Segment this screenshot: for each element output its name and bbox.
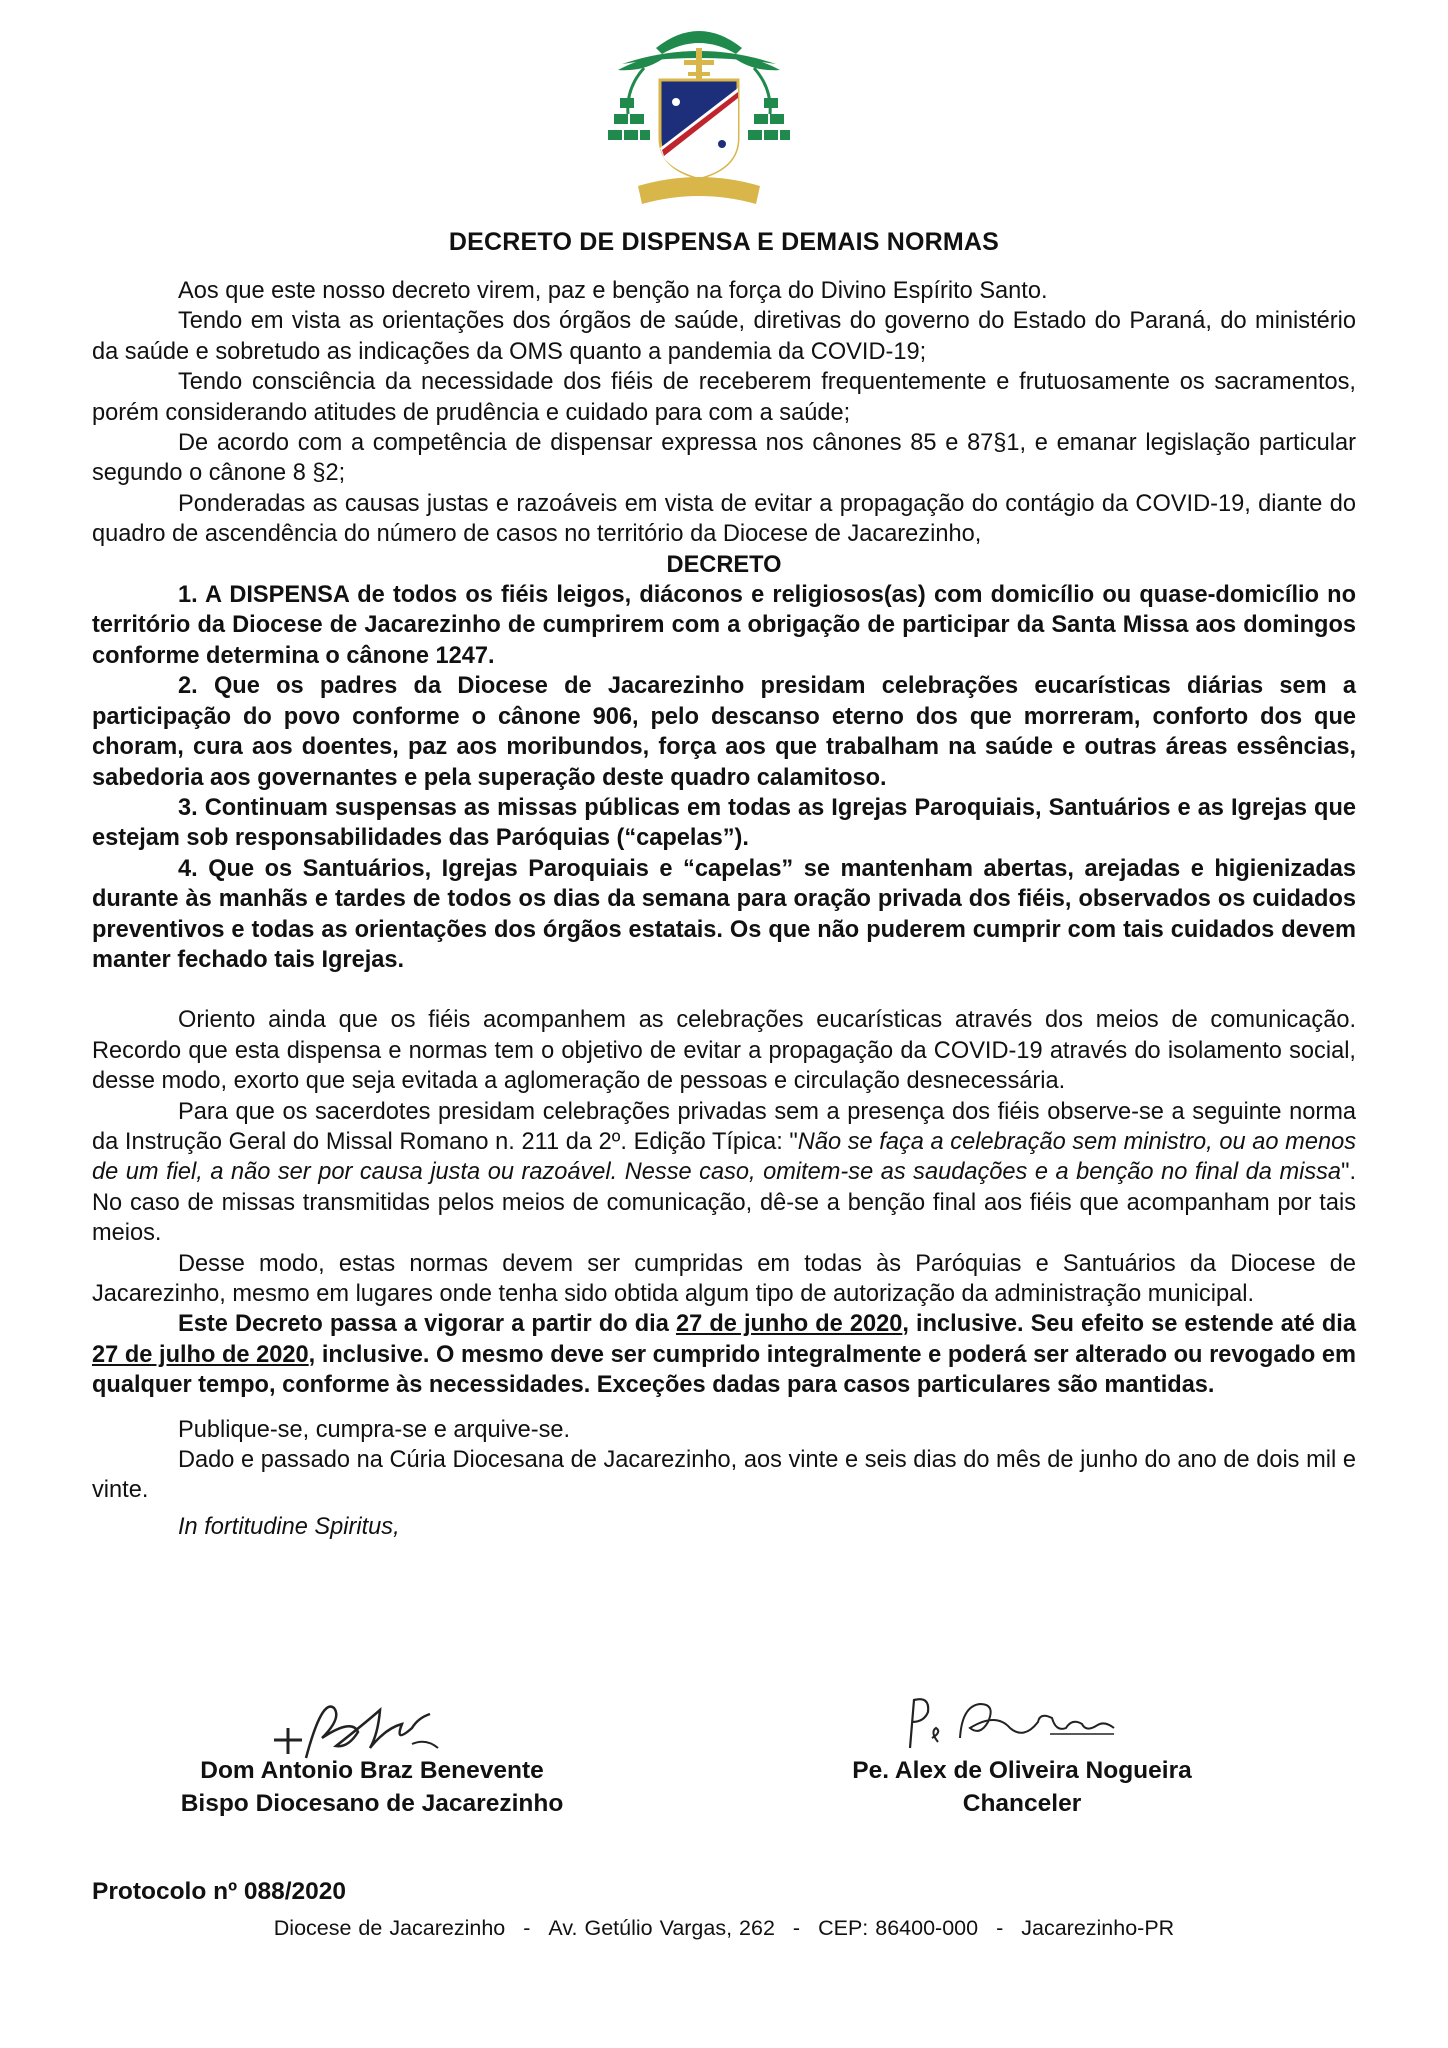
validity-text-1: Este Decreto passa a vigorar a partir do dia <box>178 1311 676 1338</box>
decree-item-2: 2. Que os padres da Diocese de Jacarezinho presidam celebrações eucarísticas diárias sem a participação do povo conforme o cânone 906, pelo descanso eterno dos que morreram, conforto dos que choram, cura aos doentes, paz aos moribundos, força aos que trabalham na saúde e outras áreas essências, sabedoria aos governantes e pela superação deste quadro calamitoso. <box>92 673 1356 791</box>
missal-norm-paragraph <box>92 1097 1356 1249</box>
chancellor-role: Chanceler <box>962 1790 1082 1817</box>
closing-motto: In fortitudine Spiritus, <box>178 1513 400 1540</box>
decree-item-4: 4. Que os Santuários, Igrejas Paroquiais e “capelas” se mantenham abertas, arejadas e higienizadas durante às manhãs e tardes de todos os dias da semana para oração privada dos fiéis, observados os cuidados preventivos e todas as orientações dos órgãos estatais. Os que não puderem cumprir com tais cuidados devem manter fechado tais Igrejas. <box>92 855 1356 973</box>
intro-pondering-causes: Ponderadas as causas justas e razoáveis em vista de evitar a propagação do contágio da COVID-19, diante do quadro de ascendência do número de casos no território da Diocese de Jacarezinho, <box>92 490 1356 548</box>
chancellor-signature-image <box>900 1688 1130 1758</box>
footer-org: Diocese de Jacarezinho <box>273 1916 506 1940</box>
start-date: 27 de junho de 2020 <box>675 1311 903 1338</box>
footer-separator: - <box>792 1916 801 1940</box>
decree-item-1: 1. A DISPENSA de todos os fiéis leigos, diáconos e religiosos(as) com domicílio ou quase-domicílio no território da Diocese de Jacarezinho de cumprirem com a obrigação de participar da Santa Missa aos domingos conforme determina o cânone 1247. <box>92 582 1356 669</box>
intro-considering-health: Tendo em vista as orientações dos órgãos de saúde, diretivas do governo do Estado do Paraná, do ministério da saúde e sobretudo as indicações da OMS quanto a pandemia da COVID-19; <box>92 308 1356 365</box>
chancellor-name: Pe. Alex de Oliveira Nogueira <box>852 1757 1192 1784</box>
decree-body <box>92 276 1356 1542</box>
decree-item-3: 3. Continuam suspensas as missas públicas em todas as Igrejas Paroquiais, Santuários e as Igrejas que estejam sob responsabilidades das Paróquias (“capelas”). <box>92 794 1356 852</box>
validity-text-2: , inclusive. Seu efeito se estende até dia <box>902 1311 1356 1338</box>
footer-city: Jacarezinho-PR <box>1021 1916 1175 1940</box>
footer-address: Av. Getúlio Vargas, 262 <box>548 1916 775 1940</box>
page-footer <box>0 1916 1448 1941</box>
footer-separator: - <box>523 1916 531 1940</box>
bishop-role: Bispo Diocesano de Jacarezinho <box>180 1790 564 1817</box>
intro-considering-sacraments: Tendo consciência da necessidade dos fiéis de receberem frequentemente e frutuosamente os sacramentos, porém considerando atitudes de prudência e cuidado para com a saúde; <box>92 369 1356 426</box>
footer-separator: - <box>996 1916 1004 1940</box>
footer-cep: CEP: 86400-000 <box>818 1916 979 1940</box>
coat-of-arms-logo <box>604 18 794 214</box>
given-line: Dado e passado na Cúria Diocesana de Jacarezinho, aos vinte e seis dias do mês de junho do ano de dois mil e vinte. <box>92 1447 1356 1504</box>
end-date: 27 de julho de 2020 <box>92 1341 309 1368</box>
bishop-signature-block <box>112 1754 632 1820</box>
decree-title: DECRETO DE DISPENSA E DEMAIS NORMAS <box>448 228 1000 256</box>
protocol-number: Protocolo nº 088/2020 <box>92 1878 347 1905</box>
norm-intro: Para que os sacerdotes presidam celebrações privadas sem a presença dos fiéis observe-se a seguinte norma da Instrução Geral do Missal Romano n. 211 da 2º. Edição Típica: " <box>92 1098 1356 1155</box>
publish-line: Publique-se, cumpra-se e arquive-se. <box>178 1416 571 1443</box>
decree-heading: DECRETO <box>666 551 782 578</box>
validity-paragraph <box>92 1309 1356 1400</box>
norm-after: ". No caso de missas transmitidas pelos meios de comunicação, dê-se a benção final aos fiéis que acompanham por tais meios. <box>92 1159 1356 1247</box>
orientation-paragraph: Oriento ainda que os fiéis acompanhem as celebrações eucarísticas através dos meios de comunicação. Recordo que esta dispensa e normas tem o objetivo de evitar a propagação da COVID-19 através do isolamento social, desse modo, exorto que seja evitada a aglomeração de pessoas e circulação desnecessária. <box>92 1007 1356 1095</box>
intro-greeting: Aos que este nosso decreto virem, paz e benção na força do Divino Espírito Santo. <box>178 278 1048 304</box>
signatures-area <box>0 1688 1448 1838</box>
intro-canon-competence: De acordo com a competência de dispensar expressa nos cânones 85 e 87§1, e emanar legislação particular segundo o cânone 8 §2; <box>92 430 1356 487</box>
chancellor-signature-block <box>762 1754 1282 1820</box>
compliance-paragraph: Desse modo, estas normas devem ser cumpridas em todas às Paróquias e Santuários da Diocese de Jacarezinho, mesmo em lugares onde tenha sido obtida algum tipo de autorização da administração municipal. <box>92 1250 1356 1307</box>
norm-quote: Não se faça a celebração sem ministro, ou ao menos de um fiel, a não ser por causa justa ou razoável. Nesse caso, omitem-se as saudações e a benção no final da missa <box>92 1128 1356 1186</box>
bishop-name: Dom Antonio Braz Benevente <box>200 1757 544 1784</box>
validity-text-3: , inclusive. O mesmo deve ser cumprido integralmente e poderá ser alterado ou revogado em qualquer tempo, conforme às necessidades. Exceções dadas para casos particulares são mantidas. <box>92 1341 1356 1399</box>
